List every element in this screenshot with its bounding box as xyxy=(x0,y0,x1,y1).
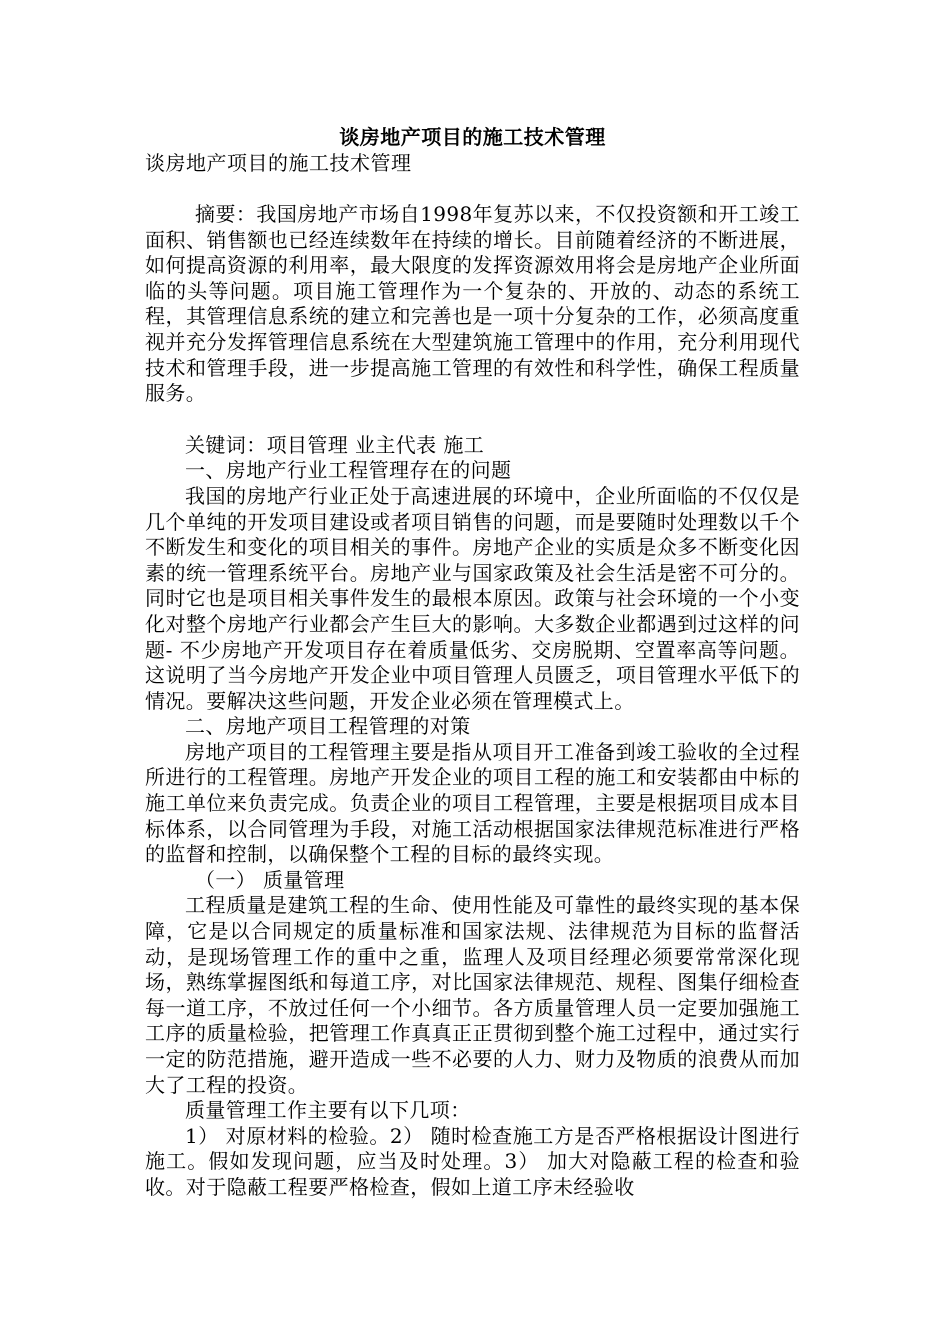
document-subtitle: 谈房地产项目的施工技术管理 xyxy=(145,151,412,175)
subsection1-heading: （一） 质量管理 xyxy=(195,867,345,892)
section2-heading: 二、房地产项目工程管理的对策 xyxy=(185,714,471,739)
document-title: 谈房地产项目的施工技术管理 xyxy=(339,125,606,149)
keywords-line: 关键词：项目管理 业主代表 施工 xyxy=(185,432,485,457)
document-body xyxy=(145,124,800,1201)
subsection1-paragraph: 工程质量是建筑工程的生命、使用性能及可靠性的最终实现的基本保障，它是以合同规定的质量标准和国家法规、法律规范为目标的监督活动，是现场管理工作的重中之重，监理人及项目经理必须要常常深化现场，熟练掌握图纸和每道工序，对比国家法律规范、规程、图集仔细检查每一道工序，不放过任何一个小细节。各方质量管理人员一定要加强施工工序的质量检验，把管理工作真真正正贯彻到整个施工过程中，通过实行一定的防范措施，避开造成一些不必要的人力、财力及物质的浪费从而加大了工程的投资。 xyxy=(145,893,800,1097)
section1-heading: 一、房地产行业工程管理存在的问题 xyxy=(185,458,512,483)
section1-paragraph: 我国的房地产行业正处于高速进展的环境中，企业所面临的不仅仅是几个单纯的开发项目建设或者项目销售的问题，而是要随时处理数以千个不断发生和变化的项目相关的事件。房地产企业的实质是众多不断变化因素的统一管理系统平台。房地产业与国家政策及社会生活是密不可分的。同时它也是项目相关事件发生的最根本原因。政策与社会环境的一个小变化对整个房地产行业都会产生巨大的影响。大多数企业都遇到过这样的问题- 不少房地产开发项目存在着质量低劣、交房脱期、空置率高等问题。这说明了当今房地产开发企业中项目管理人员匮乏，项目管理水平低下的情况。要解决这些问题，开发企业必须在管理模式上。 xyxy=(145,483,800,713)
abstract-paragraph: 摘要：我国房地产市场自1998年复苏以来，不仅投资额和开工竣工面积、销售额也已经连续数年在持续的增长。目前随着经济的不断进展，如何提高资源的利用率，最大限度的发挥资源效用将会是房地产企业所面临的头等问题。项目施工管理作为一个复杂的、开放的、动态的系统工程，其管理信息系统的建立和完善也是一项十分复杂的工作，必须高度重视并充分发挥管理信息系统在大型建筑施工管理中的作用，充分利用现代技术和管理手段，进一步提高施工管理的有效性和科学性，确保工程质量服务。 xyxy=(145,202,800,406)
section2-paragraph: 房地产项目的工程管理主要是指从项目开工准备到竣工验收的全过程所进行的工程管理。房地产开发企业的项目工程的施工和安装都由中标的施工单位来负责完成。负责企业的项目工程管理，主要是根据项目成本目标体系，以合同管理为手段，对施工活动根据国家法律规范标准进行严格的监督和控制，以确保整个工程的目标的最终实现。 xyxy=(145,739,800,867)
quality-items-intro: 质量管理工作主要有以下几项： xyxy=(185,1098,471,1123)
quality-items-list: 1） 对原材料的检验。2） 随时检查施工方是否严格根据设计图进行施工。假如发现问题，应当及时处理。3） 加大对隐蔽工程的检查和验收。对于隐蔽工程要严格检查，假如上道工序未经验收 xyxy=(145,1123,800,1199)
